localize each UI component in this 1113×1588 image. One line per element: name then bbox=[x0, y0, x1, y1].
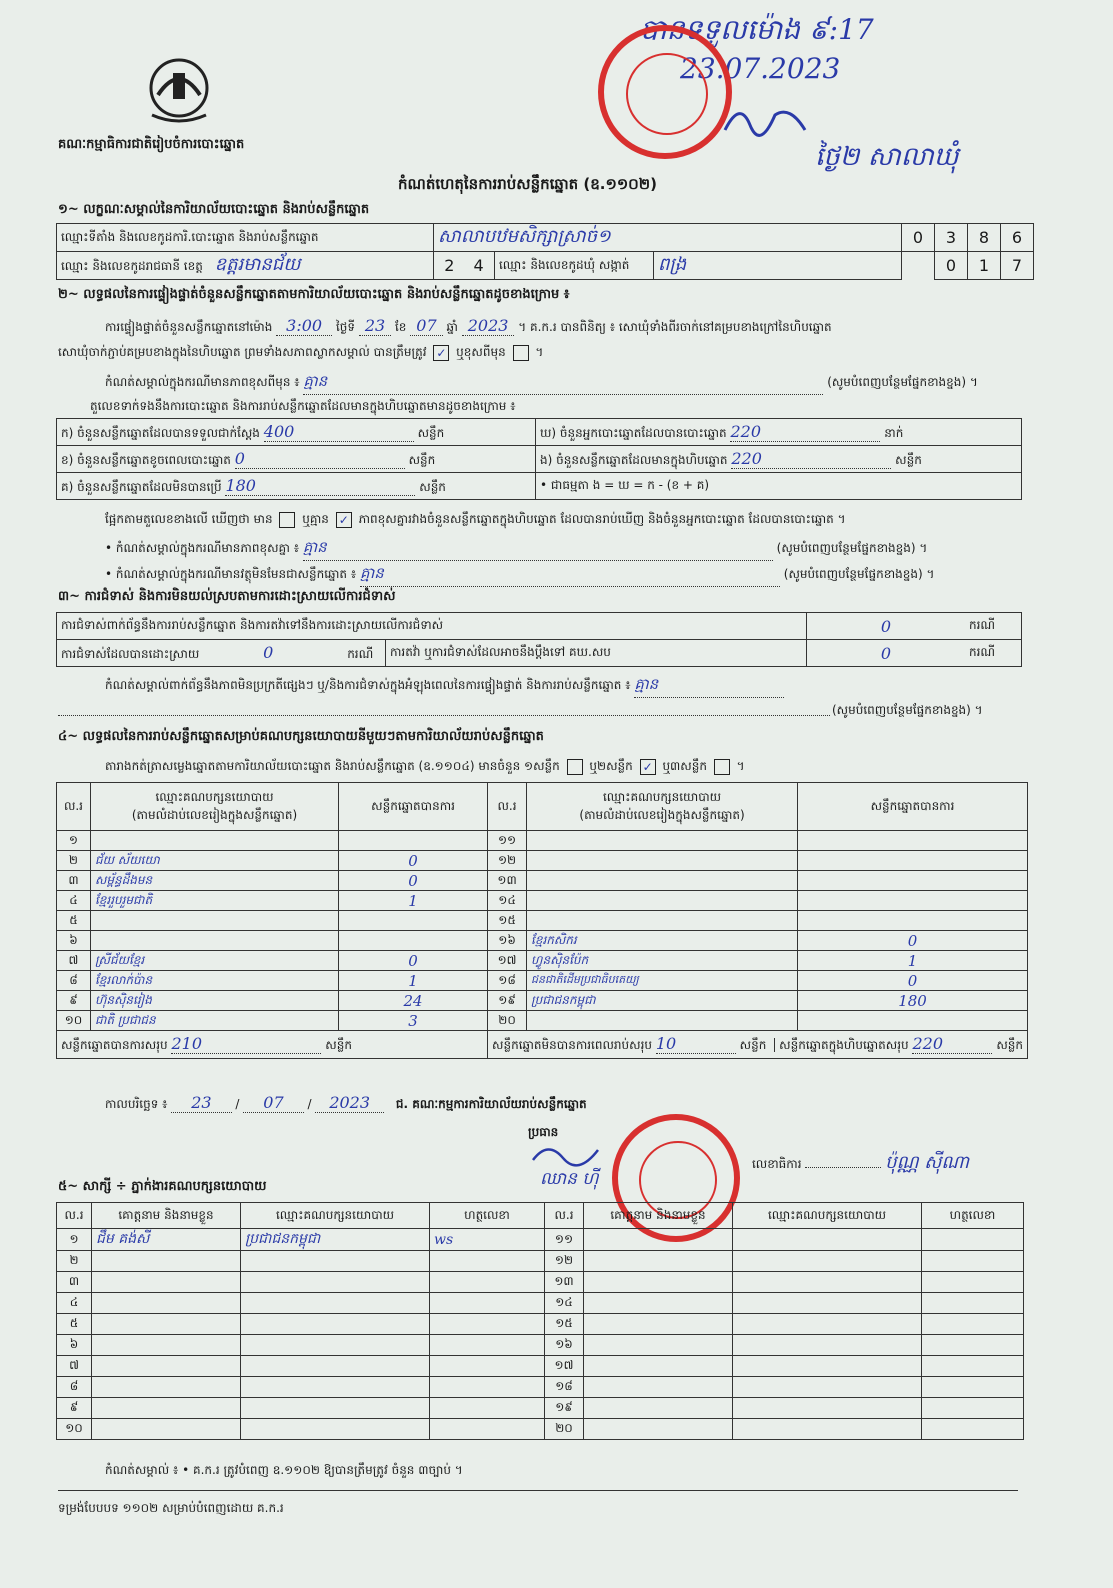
note1-label: កំណត់សម្គាល់ក្នុងករណីមានភាពខុសពីមុន ៖ bbox=[105, 375, 300, 389]
section4-intro: តារាងកត់ត្រាសម្លេងឆ្នោតតាមការិយាល័យបោះឆ្នោត និងរាប់សន្លឹកឆ្នោត (ឧ.១១០៤) មានចំនួន ១សន្លឹក ឬ២សន្លឹក ✓ ឬ៣សន្លឹក ។ bbox=[105, 759, 745, 774]
party-votes: 0 bbox=[798, 931, 1028, 951]
no-difference-checkbox[interactable]: ✓ bbox=[336, 512, 352, 528]
party-votes bbox=[798, 891, 1028, 911]
form-title: កំណត់ហេតុនៃការរាប់សន្លឹកឆ្នោត (ឧ.១១០២) bbox=[398, 175, 658, 193]
row-no: ១ bbox=[57, 1229, 92, 1251]
row-no: ១៦ bbox=[545, 1335, 584, 1356]
table-row bbox=[57, 1011, 1028, 1031]
note-line-3 bbox=[105, 564, 1015, 587]
party-votes: 1 bbox=[798, 951, 1028, 971]
compare-line bbox=[105, 511, 846, 529]
party-votes: 24 bbox=[339, 991, 488, 1011]
row-no: ៣ bbox=[57, 871, 91, 891]
table-row bbox=[57, 991, 1028, 1011]
party-name: ខ្មែរកសិករ bbox=[527, 931, 798, 951]
three-sheet-checkbox[interactable] bbox=[714, 759, 730, 775]
row-no: ៦ bbox=[57, 931, 91, 951]
verify-line2-text: សោឃុំចាក់ភ្ជាប់គម្របខាងក្នុងនៃហិបឆ្នោត ព្រមទាំងសភាពស្លាកសម្គាល់ បានត្រឹមត្រូវ bbox=[58, 345, 427, 359]
ka-label: ក) ចំនួនសន្លឹកឆ្នោតដែលបានទទួលជាក់ស្តែង bbox=[61, 425, 260, 440]
form-footer: ទម្រង់បែបបទ ១១០២ សម្រាប់បំពេញដោយ គ.ក.រ bbox=[58, 1501, 284, 1515]
note-line-2 bbox=[105, 538, 1015, 561]
party-votes: 1 bbox=[339, 971, 488, 991]
verify-line-2: សោឃុំចាក់ភ្ជាប់គម្របខាងក្នុងនៃហិបឆ្នោត ព្រមទាំងសភាពស្លាកសម្គាល់ បានត្រឹមត្រូវ ✓ ឬខុសពីមុន ។ bbox=[58, 345, 544, 360]
party-votes: 0 bbox=[339, 871, 488, 891]
nec-emblem-icon bbox=[140, 55, 218, 125]
row-no: ១២ bbox=[488, 851, 527, 871]
row-no: ១៨ bbox=[488, 971, 527, 991]
province-code bbox=[434, 252, 495, 280]
section-3-table bbox=[56, 612, 1022, 667]
row-no: ៥ bbox=[57, 1314, 92, 1335]
total-valid bbox=[57, 1031, 488, 1059]
appeal-label: ការតវ៉ា ឬការជំទាស់ដែលអាចនឹងប្តឹងទៅ គឃ.សប bbox=[386, 640, 807, 667]
section4-intro-text: តារាងកត់ត្រាសម្លេងឆ្នោតតាមការិយាល័យបោះឆ្នោត និងរាប់សន្លឹកឆ្នោត (ឧ.១១០៤) មានចំនួន ១សន្លឹក bbox=[105, 759, 560, 773]
party-name bbox=[527, 871, 798, 891]
witness-sign: ws bbox=[430, 1229, 545, 1251]
table-row bbox=[57, 911, 1028, 931]
note-line-1 bbox=[105, 372, 1015, 395]
compare-text: ផ្អែកតាមតួលេខខាងលើ ឃើញថា មាន bbox=[105, 512, 273, 526]
section-2-counts-table bbox=[56, 418, 1022, 500]
witness-row bbox=[57, 1251, 1024, 1272]
total-invalid-value: 10 bbox=[656, 1034, 736, 1054]
two-sheet-label: ឬ២សន្លឹក bbox=[589, 759, 633, 773]
row-no: ១១ bbox=[488, 831, 527, 851]
verify-year-label: ឆ្នាំ bbox=[446, 320, 458, 334]
appeal-unit: ករណី bbox=[965, 640, 1022, 667]
section3-note-line2 bbox=[58, 715, 830, 716]
party-votes: 180 bbox=[798, 991, 1028, 1011]
verify-time: 3:00 bbox=[276, 316, 332, 336]
party-name: ហ្វូនស៊ិនប៉ែក bbox=[527, 951, 798, 971]
col-party-right bbox=[527, 783, 798, 831]
correct-checkbox[interactable]: ✓ bbox=[433, 345, 449, 361]
secretary-line bbox=[752, 1150, 969, 1177]
ko-unit: សន្លឹក bbox=[419, 479, 446, 494]
note3-value: គ្មាន bbox=[360, 564, 780, 587]
row-no: ៤ bbox=[57, 1293, 92, 1314]
witness-table bbox=[56, 1202, 1024, 1440]
row-no: ១៤ bbox=[488, 891, 527, 911]
total-invalid-unit: សន្លឹក bbox=[739, 1038, 767, 1052]
table-row bbox=[57, 971, 1028, 991]
formula: • ជាធម្មតា ង = ឃ = ក - (ខ + គ) bbox=[536, 473, 1022, 500]
party-votes bbox=[339, 931, 488, 951]
secretary-signature-line bbox=[805, 1167, 881, 1168]
row-no: ១០ bbox=[57, 1419, 92, 1440]
party-name bbox=[527, 911, 798, 931]
party-name: ជ័យ ស័យយោ bbox=[90, 851, 338, 871]
three-sheet-label: ឬ៣សន្លឹក bbox=[662, 759, 707, 773]
total-valid-unit: សន្លឹក bbox=[325, 1038, 352, 1052]
party-name: ប្រជាជនកម្ពុជា bbox=[527, 991, 798, 1011]
party-votes: 1 bbox=[339, 891, 488, 911]
receipt-note: បានទទួលម៉ោង ៩:17 bbox=[640, 13, 874, 46]
secretary-label: លេខាធិការ bbox=[752, 1157, 802, 1171]
table-row bbox=[57, 931, 1028, 951]
ngo-value: 220 bbox=[731, 449, 891, 469]
province-value: ឧត្តរមានជ័យ bbox=[214, 254, 301, 275]
row-no: ១ bbox=[57, 831, 91, 851]
row-no: ២០ bbox=[545, 1419, 584, 1440]
witness-row bbox=[57, 1272, 1024, 1293]
signature-top-icon bbox=[720, 95, 810, 149]
date-year: 2023 bbox=[315, 1093, 384, 1113]
section-3-title: ៣~ ការជំទាស់ និងការមិនយល់ស្របតាមការដោះស្រាយលើការជំទាស់ bbox=[58, 589, 396, 604]
footer-divider bbox=[58, 1490, 1018, 1491]
table-row bbox=[57, 951, 1028, 971]
w-col-no-r: ល.រ bbox=[545, 1203, 584, 1229]
chair-name: ឈាន ហ៊ី bbox=[540, 1169, 599, 1189]
party-name: ជនជាតិដើមប្រជាធិបតេយ្យ bbox=[527, 971, 798, 991]
row1-code-1: 3 bbox=[935, 224, 968, 252]
row-no: ១៤ bbox=[545, 1293, 584, 1314]
party-name bbox=[527, 891, 798, 911]
resolved-label bbox=[57, 640, 386, 667]
party-name: ហ៊ុនស៊ិនរៀង bbox=[90, 991, 338, 1011]
no-difference-label: ឬគ្មាន bbox=[302, 512, 329, 526]
wrong-option-label: ឬខុសពីមុន bbox=[456, 345, 506, 359]
verify-year: 2023 bbox=[462, 316, 515, 336]
objection-unit: ករណី bbox=[965, 613, 1022, 640]
note2-label: • កំណត់សម្គាល់ក្នុងករណីមានភាពខុសគ្នា ៖ bbox=[105, 541, 300, 555]
section3-note-label: កំណត់សម្គាល់ពាក់ព័ន្ធនឹងភាពមិនប្រក្រតីផ្សេងៗ ឬ/និងការជំទាស់ក្នុងអំឡុងពេលនៃការផ្ទៀងផ្ទាត់ និងការរាប់សន្លឹកឆ្នោត ៖ bbox=[105, 678, 631, 692]
row-no: ៩ bbox=[57, 1398, 92, 1419]
verify-rest: ។ គ.ក.រ បានពិនិត្យ ៖ សោឃុំទាំងពីរចាក់នៅគម្របខាងក្រៅនៃហិបឆ្នោត bbox=[518, 320, 832, 334]
ko-value: 180 bbox=[225, 476, 415, 496]
resolved-value: 0 bbox=[263, 642, 274, 662]
row-no: ១៦ bbox=[488, 931, 527, 951]
w-col-name-r: គោត្តនាម និងនាមខ្លួន bbox=[584, 1203, 733, 1229]
section3-note-value: គ្មាន bbox=[634, 675, 784, 698]
ka-unit: សន្លឹក bbox=[417, 425, 445, 440]
party-votes bbox=[339, 911, 488, 931]
party-votes bbox=[798, 1011, 1028, 1031]
section-4-title: ៤~ លទ្ធផលនៃការរាប់សន្លឹកឆ្នោតសម្រាប់គណបក្សនយោបាយនីមួយៗតាមការិយាល័យរាប់សន្លឹកឆ្នោត bbox=[58, 729, 544, 744]
kha-label: ខ) ចំនួនសន្លឹកឆ្នោតខូចពេលបោះឆ្នោត bbox=[61, 452, 231, 467]
witness-row bbox=[57, 1335, 1024, 1356]
col-party-right-title: ឈ្មោះគណបក្សនយោបាយ bbox=[602, 789, 722, 804]
verify-day-label: ថ្ងៃទី bbox=[335, 320, 355, 334]
row-no: ១៧ bbox=[488, 951, 527, 971]
row-no: ៥ bbox=[57, 911, 91, 931]
party-name: ខ្មែរលាក់ប៉ាន bbox=[90, 971, 338, 991]
row-no: ៦ bbox=[57, 1335, 92, 1356]
results-body bbox=[57, 831, 1028, 1031]
commune-label: ឈ្មោះ និងលេខកូដឃុំ សង្កាត់ bbox=[495, 252, 654, 280]
ngo-label: ង) ចំនួនសន្លឹកឆ្នោតដែលមានក្នុងហិបឆ្នោត bbox=[540, 452, 728, 467]
chair-label: ប្រធាន bbox=[528, 1125, 559, 1139]
row-no: ៧ bbox=[57, 1356, 92, 1377]
witness-name: ជឹម គង់សី bbox=[92, 1229, 241, 1251]
province-label: ឈ្មោះ និងលេខកូដរាជធានី ខេត្ត bbox=[61, 259, 203, 273]
row1-label: ឈ្មោះទីតាំង និងលេខកូដការិ.បោះឆ្នោត និងរាប់សន្លឹកឆ្នោត bbox=[57, 224, 434, 252]
count-kha bbox=[57, 446, 536, 473]
row-no: ១២ bbox=[545, 1251, 584, 1272]
wrong-checkbox[interactable] bbox=[513, 345, 529, 361]
province-code-0: 2 bbox=[444, 256, 455, 275]
row-no: ១៣ bbox=[488, 871, 527, 891]
party-name bbox=[527, 851, 798, 871]
compare-rest: ភាពខុសគ្នារវាងចំនួនសន្លឹកឆ្នោតក្នុងហិបឆ្នោត ដែលបានរាប់ឃើញ និងចំនួនអ្នកបោះឆ្នោត ដែលបានបោះឆ្នោត ។ bbox=[358, 512, 846, 526]
witness-row bbox=[57, 1377, 1024, 1398]
commune-code-0: 0 bbox=[935, 252, 968, 280]
verify-line-1 bbox=[105, 316, 1035, 337]
party-votes bbox=[798, 871, 1028, 891]
col-no-left: ល.រ bbox=[57, 783, 91, 831]
total-valid-value: 210 bbox=[171, 1034, 321, 1054]
one-sheet-checkbox[interactable] bbox=[567, 759, 583, 775]
ko-label: គ) ចំនួនសន្លឹកឆ្នោតដែលមិនបានប្រើ bbox=[61, 479, 222, 494]
col-valid-left: សន្លឹកឆ្នោតបានការ bbox=[339, 783, 488, 831]
witness-row bbox=[57, 1398, 1024, 1419]
row1-code-0: 0 bbox=[902, 224, 935, 252]
party-votes: 3 bbox=[339, 1011, 488, 1031]
receipt-note-2: ថ្ងៃ២ សាលាឃុំ bbox=[815, 142, 959, 172]
note3-hint: (សូមបំពេញបន្ថែមផ្នែកខាងខ្នង) ។ bbox=[783, 567, 935, 581]
ka-value: 400 bbox=[264, 422, 414, 442]
row-no: ១៩ bbox=[545, 1398, 584, 1419]
party-votes bbox=[798, 911, 1028, 931]
commune-value: ពង្រ bbox=[654, 252, 902, 280]
witness-row bbox=[57, 1356, 1024, 1377]
witness-row bbox=[57, 1229, 1024, 1251]
section-5-title: ៥~ សាក្សី ÷ ភ្នាក់ងារគណបក្សនយោបាយ bbox=[58, 1179, 267, 1194]
total-invalid-label: សន្លឹកឆ្នោតមិនបានការពេលរាប់សរុប bbox=[492, 1038, 652, 1052]
count-ko bbox=[57, 473, 536, 500]
col-party-left bbox=[90, 783, 338, 831]
row-no: ៧ bbox=[57, 951, 91, 971]
resolved-unit: ករណី bbox=[347, 646, 374, 661]
row-no: ២ bbox=[57, 1251, 92, 1272]
province-code-1: 4 bbox=[473, 256, 484, 275]
objection-value: 0 bbox=[807, 613, 966, 640]
objection-label: ការជំទាស់ពាក់ព័ន្ធនឹងការរាប់សន្លឹកឆ្នោត និងការតវ៉ាទៅនឹងការដោះស្រាយលើការជំទាស់ bbox=[57, 613, 807, 640]
party-name bbox=[527, 831, 798, 851]
party-votes: 0 bbox=[339, 851, 488, 871]
section-1-table bbox=[56, 223, 1034, 280]
row-no: ៨ bbox=[57, 1377, 92, 1398]
kha-value: 0 bbox=[235, 449, 405, 469]
party-name: ជាតិ ប្រជាជន bbox=[90, 1011, 338, 1031]
note1-hint: (សូមបំពេញបន្ថែមផ្នែកខាងខ្នង) ។ bbox=[827, 375, 978, 389]
sign-committee: ជ. គណៈកម្មការការិយាល័យរាប់សន្លឹកឆ្នោត bbox=[395, 1097, 587, 1111]
note2-value: គ្មាន bbox=[303, 538, 773, 561]
row-no: ៨ bbox=[57, 971, 91, 991]
footnote: កំណត់សម្គាល់ ៖ • គ.ក.រ ត្រូវបំពេញ ឧ.១១០២ ឱ្យបានត្រឹមត្រូវ ចំនួន ៣ច្បាប់ ។ bbox=[105, 1463, 463, 1477]
two-sheet-checkbox[interactable]: ✓ bbox=[640, 759, 656, 775]
col-party-right-sub: (តាមលំដាប់លេខរៀងក្នុងសន្លឹកឆ្នោត) bbox=[579, 807, 745, 822]
row1-code-2: 8 bbox=[968, 224, 1001, 252]
row1-code-3: 6 bbox=[1001, 224, 1034, 252]
w-col-no: ល.រ bbox=[57, 1203, 92, 1229]
row-no: ១១ bbox=[545, 1229, 584, 1251]
col-party-left-sub: (តាមលំដាប់លេខរៀងក្នុងសន្លឹកឆ្នោត) bbox=[131, 807, 298, 822]
col-valid-right: សន្លឹកឆ្នោតបានការ bbox=[798, 783, 1028, 831]
witness-row bbox=[57, 1314, 1024, 1335]
verify-month: 07 bbox=[410, 316, 442, 336]
note2-hint: (សូមបំពេញបន្ថែមផ្នែកខាងខ្នង) ។ bbox=[776, 541, 928, 555]
secretary-name: ប៉ុណ្ណ ស៊ីណា bbox=[885, 1152, 970, 1173]
count-ka bbox=[57, 419, 536, 446]
note3-label: • កំណត់សម្គាល់ក្នុងករណីមានវត្ថុមិនមែនជាសន្លឹកឆ្នោត ៖ bbox=[105, 567, 357, 581]
party-name: ស្រីជ័យខ្មែរ bbox=[90, 951, 338, 971]
party-votes bbox=[798, 831, 1028, 851]
row-no: ១៥ bbox=[488, 911, 527, 931]
w-col-name: គោត្តនាម និងនាមខ្លួន bbox=[92, 1203, 241, 1229]
row-no: ១៧ bbox=[545, 1356, 584, 1377]
row-no: ៤ bbox=[57, 891, 91, 911]
gho-value: 220 bbox=[730, 422, 880, 442]
row-no: ១៨ bbox=[545, 1377, 584, 1398]
row-no: ៣ bbox=[57, 1272, 92, 1293]
row1-value: សាលាបឋមសិក្សាស្រាច់១ bbox=[434, 224, 902, 252]
w-col-party-r: ឈ្មោះគណបក្សនយោបាយ bbox=[733, 1203, 922, 1229]
witness-row bbox=[57, 1419, 1024, 1440]
kha-unit: សន្លឹក bbox=[408, 452, 436, 467]
party-name: សម្ព័ន្ធដឹងមន bbox=[90, 871, 338, 891]
has-difference-checkbox[interactable] bbox=[279, 512, 295, 528]
party-name bbox=[527, 1011, 798, 1031]
count-gho bbox=[536, 419, 1022, 446]
commune-code-1: 1 bbox=[968, 252, 1001, 280]
verify-day: 23 bbox=[359, 316, 391, 336]
section3-hint: (សូមបំពេញបន្ថែមផ្នែកខាងខ្នង) ។ bbox=[832, 703, 983, 717]
verify-prefix: ការផ្ទៀងផ្ទាត់ចំនួនសន្លឹកឆ្នោតនៅម៉ោង bbox=[105, 320, 273, 334]
total-box-label: សន្លឹកឆ្នោតក្នុងហិបឆ្នោតសរុប bbox=[774, 1038, 909, 1052]
date-line: កាលបរិច្ឆេទ ៖ 23 / 07 / 2023 ជ. គណៈកម្មការការិយាល័យរាប់សន្លឹកឆ្នោត bbox=[105, 1093, 587, 1112]
table-intro: តួលេខទាក់ទងនឹងការបោះឆ្នោត និងការរាប់សន្លឹកឆ្នោតដែលមានក្នុងហិបឆ្នោតមានដូចខាងក្រោម ៖ bbox=[90, 399, 516, 413]
party-votes: 0 bbox=[798, 971, 1028, 991]
col-no-right: ល.រ bbox=[488, 783, 527, 831]
section-1-title: ១~ លក្ខណៈសម្គាល់នៃការិយាល័យបោះឆ្នោត និងរាប់សន្លឹកឆ្នោត bbox=[58, 202, 370, 217]
party-votes bbox=[339, 831, 488, 851]
table-row bbox=[57, 831, 1028, 851]
party-name bbox=[90, 931, 338, 951]
row-no: ៩ bbox=[57, 991, 91, 1011]
date-label: កាលបរិច្ឆេទ ៖ bbox=[105, 1097, 168, 1111]
verify-month-label: ខែ bbox=[395, 320, 407, 334]
witness-party: ប្រជាជនកម្ពុជា bbox=[241, 1229, 430, 1251]
row-no: ២ bbox=[57, 851, 91, 871]
row-no: ១៩ bbox=[488, 991, 527, 1011]
row2-label bbox=[57, 252, 434, 280]
resolved-label-text: ការជំទាស់ដែលបានដោះស្រាយ bbox=[61, 646, 200, 661]
ngo-unit: សន្លឹក bbox=[895, 452, 922, 467]
results-table bbox=[56, 782, 1028, 1059]
party-name bbox=[90, 831, 338, 851]
party-votes: 0 bbox=[339, 951, 488, 971]
section3-note bbox=[105, 675, 1020, 698]
total-box-value: 220 bbox=[912, 1034, 992, 1054]
appeal-value: 0 bbox=[807, 640, 966, 667]
row-no: ១៣ bbox=[545, 1272, 584, 1293]
section-2-title: ២~ លទ្ធផលនៃការផ្ទៀងផ្ទាត់ចំនួនសន្លឹកឆ្នោតតាមការិយាល័យបោះឆ្នោត និងរាប់សន្លឹកឆ្នោតដូចខាងក្រោម ៖ bbox=[58, 287, 570, 302]
receipt-date: 23.07.2023 bbox=[680, 52, 841, 85]
witness-row bbox=[57, 1293, 1024, 1314]
party-name: ខ្មែររួបរួមជាតិ bbox=[90, 891, 338, 911]
total-box-unit: សន្លឹក bbox=[996, 1038, 1023, 1052]
date-day: 23 bbox=[171, 1093, 231, 1113]
gho-unit: នាក់ bbox=[884, 425, 904, 440]
table-row bbox=[57, 871, 1028, 891]
table-row bbox=[57, 851, 1028, 871]
date-month: 07 bbox=[243, 1093, 303, 1113]
commission-name: គណៈកម្មាធិការជាតិរៀបចំការបោះឆ្នោត bbox=[58, 137, 245, 152]
row-no: ១០ bbox=[57, 1011, 91, 1031]
official-stamp-top bbox=[598, 25, 732, 159]
commune-code-2: 7 bbox=[1001, 252, 1034, 280]
party-votes bbox=[798, 851, 1028, 871]
w-col-party: ឈ្មោះគណបក្សនយោបាយ bbox=[241, 1203, 430, 1229]
row-no: ១៥ bbox=[545, 1314, 584, 1335]
count-ngo bbox=[536, 446, 1022, 473]
gho-label: ឃ) ចំនួនអ្នកបោះឆ្នោតដែលបានបោះឆ្នោត bbox=[540, 425, 727, 440]
w-col-sign-r: ហត្ថលេខា bbox=[922, 1203, 1024, 1229]
row-no: ២០ bbox=[488, 1011, 527, 1031]
total-invalid-and-box bbox=[488, 1031, 1028, 1059]
note1-value: គ្មាន bbox=[303, 372, 823, 395]
w-col-sign: ហត្ថលេខា bbox=[430, 1203, 545, 1229]
total-valid-label: សន្លឹកឆ្នោតបានការសរុប bbox=[61, 1038, 168, 1052]
col-party-left-title: ឈ្មោះគណបក្សនយោបាយ bbox=[155, 789, 274, 804]
party-name bbox=[90, 911, 338, 931]
table-row bbox=[57, 891, 1028, 911]
